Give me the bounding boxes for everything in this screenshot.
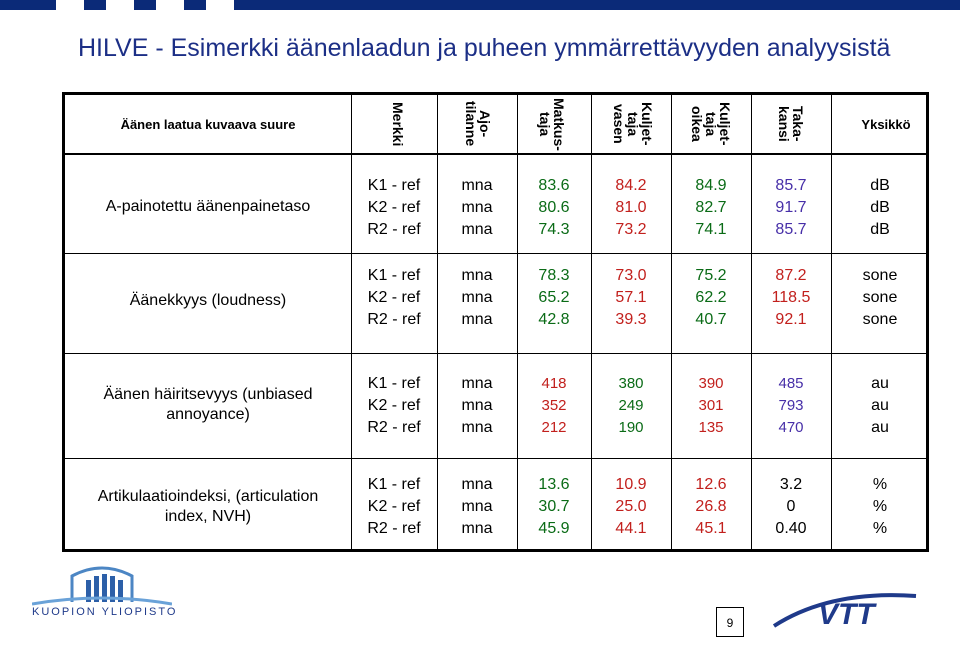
top-bar-box: [206, 0, 234, 10]
merkki-cell: K1 - ref K2 - ref R2 - ref: [367, 476, 421, 537]
unit-cell: dB dB dB: [870, 177, 890, 238]
kuljettaja-oikea-cell: 390 301 135: [698, 375, 724, 436]
takakansi-cell: 85.7 91.7 85.7: [775, 177, 807, 238]
kuopio-building-icon: [32, 562, 172, 606]
vtt-logo: [770, 590, 920, 635]
takakansi-cell: 3.2 0 0.40: [775, 476, 807, 537]
ajotilanne-cell: mna mna mna: [461, 375, 493, 436]
section-label: Äänen häiritsevyys (unbiased annoyance): [103, 386, 313, 423]
ajotilanne-cell: mna mna mna: [461, 177, 493, 238]
ajotilanne-cell: mna mna mna: [461, 476, 493, 537]
top-bar: [0, 0, 960, 10]
header-takakansi: Taka- kansi: [776, 106, 806, 142]
kuljettaja-oikea-cell: 75.2 62.2 40.7: [695, 267, 727, 328]
takakansi-cell: 87.2 118.5 92.1: [771, 267, 811, 328]
section-label: Artikulaatioindeksi, (articulation index, NVH): [97, 488, 319, 525]
vtt-logo-icon: [770, 590, 920, 630]
header-merkki: Merkki: [390, 101, 406, 147]
header-quantity-label: Äänen laatua kuvaava suure: [120, 117, 296, 132]
matkustaja-cell: 78.3 65.2 42.8: [538, 267, 570, 328]
unit-cell: % % %: [872, 476, 888, 537]
section-label: A-painotettu äänenpainetaso: [105, 198, 311, 215]
divider: [65, 353, 926, 354]
header-ajotilanne: Ajo- tilanne: [463, 101, 493, 147]
header-kuljettaja-oikea: Kuljet- taja oikea: [689, 102, 733, 146]
kuljettaja-oikea-cell: 84.9 82.7 74.1: [695, 177, 727, 238]
page-number: 9: [716, 607, 744, 637]
ajotilanne-cell: mna mna mna: [461, 267, 493, 328]
takakansi-cell: 485 793 470: [778, 375, 804, 436]
divider: [65, 253, 926, 254]
table-header: [65, 95, 926, 153]
top-bar-box: [156, 0, 184, 10]
svg-text:VTT: VTT: [818, 598, 875, 630]
results-table: [62, 92, 929, 552]
unit-cell: au au au: [871, 375, 889, 436]
university-name: KUOPION YLIOPISTO: [32, 606, 178, 618]
matkustaja-cell: 13.6 30.7 45.9: [538, 476, 570, 537]
header-kuljettaja-vasen: Kuljet- taja vasen: [611, 102, 655, 146]
kuopio-university-logo: [32, 562, 178, 618]
divider: [65, 458, 926, 459]
kuljettaja-vasen-cell: 73.0 57.1 39.3: [615, 267, 647, 328]
header-matkustaja: Matkus- taja: [537, 97, 567, 151]
divider: [65, 153, 926, 155]
merkki-cell: K1 - ref K2 - ref R2 - ref: [367, 177, 421, 238]
kuljettaja-vasen-cell: 380 249 190: [618, 375, 644, 436]
merkki-cell: K1 - ref K2 - ref R2 - ref: [367, 267, 421, 328]
matkustaja-cell: 418 352 212: [541, 375, 567, 436]
page-title: HILVE - Esimerkki äänenlaadun ja puheen ymmärrettävyyden analyysistä: [78, 34, 891, 62]
top-bar-box: [56, 0, 84, 10]
top-bar-box: [106, 0, 134, 10]
kuljettaja-vasen-cell: 84.2 81.0 73.2: [615, 177, 647, 238]
unit-cell: sone sone sone: [862, 267, 898, 328]
header-unit: Yksikkö: [861, 117, 911, 132]
kuljettaja-oikea-cell: 12.6 26.8 45.1: [695, 476, 727, 537]
section-label: Äänekkyys (loudness): [129, 292, 287, 309]
matkustaja-cell: 83.6 80.6 74.3: [538, 177, 570, 238]
merkki-cell: K1 - ref K2 - ref R2 - ref: [367, 375, 421, 436]
kuljettaja-vasen-cell: 10.9 25.0 44.1: [615, 476, 647, 537]
